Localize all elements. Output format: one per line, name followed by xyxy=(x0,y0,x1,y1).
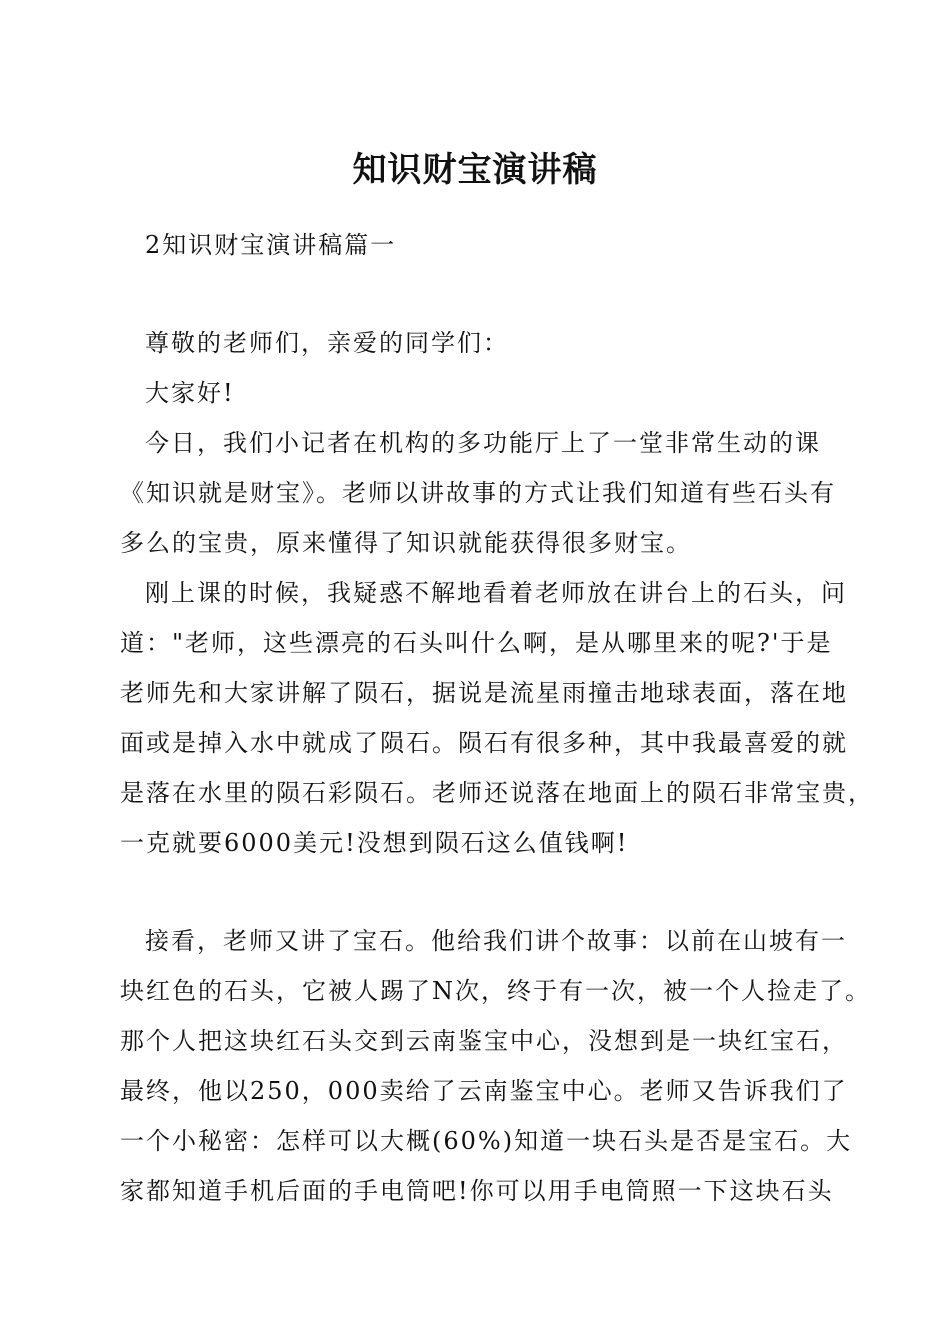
document-subtitle: 2知识财宝演讲稿篇一 xyxy=(145,231,397,259)
body-line-12: 接看，老师又讲了宝石。他给我们讲个故事：以前在山坡有一 xyxy=(145,927,847,955)
body-line-9: 面或是掉入水中就成了陨石。陨石有很多种，其中我最喜爱的就 xyxy=(120,729,848,757)
body-line-11: 一克就要6000美元!没想到陨石这么值钱啊! xyxy=(120,829,629,857)
body-line-1: 尊敬的老师们，亲爱的同学们： xyxy=(145,329,509,357)
body-line-7: 道："老师，这些漂亮的石头叫什么啊，是从哪里来的呢?'于是 xyxy=(120,629,833,657)
body-line-15: 最终，他以250，000卖给了云南鉴宝中心。老师又告诉我们了 xyxy=(120,1077,848,1105)
body-line-6: 刚上课的时候，我疑惑不解地看着老师放在讲台上的石头，问 xyxy=(145,579,847,607)
body-line-13: 块红色的石头，它被人踢了N次，终于有一次，被一个人捡走了。 xyxy=(120,977,871,1005)
body-line-16: 一个小秘密：怎样可以大概(60%)知道一块石头是否是宝石。大 xyxy=(120,1127,853,1155)
document-title: 知识财宝演讲稿 xyxy=(352,150,598,190)
body-line-4: 《知识就是财宝》。老师以讲故事的方式让我们知道有些石头有 xyxy=(120,479,836,507)
body-line-17: 家都知道手机后面的手电筒吧!你可以用手电筒照一下这块石头 xyxy=(120,1177,834,1205)
body-line-2: 大家好! xyxy=(145,379,235,407)
body-line-10: 是落在水里的陨石彩陨石。老师还说落在地面上的陨石非常宝贵， xyxy=(120,779,874,807)
body-line-14: 那个人把这块红石头交到云南鉴宝中心，没想到是一块红宝石， xyxy=(120,1027,848,1055)
body-line-8: 老师先和大家讲解了陨石，据说是流星雨撞击地球表面，落在地 xyxy=(120,679,848,707)
body-line-5: 多么的宝贵，原来懂得了知识就能获得很多财宝。 xyxy=(120,529,692,557)
body-line-3: 今日，我们小记者在机构的多功能厅上了一堂非常生动的课 xyxy=(145,429,821,457)
